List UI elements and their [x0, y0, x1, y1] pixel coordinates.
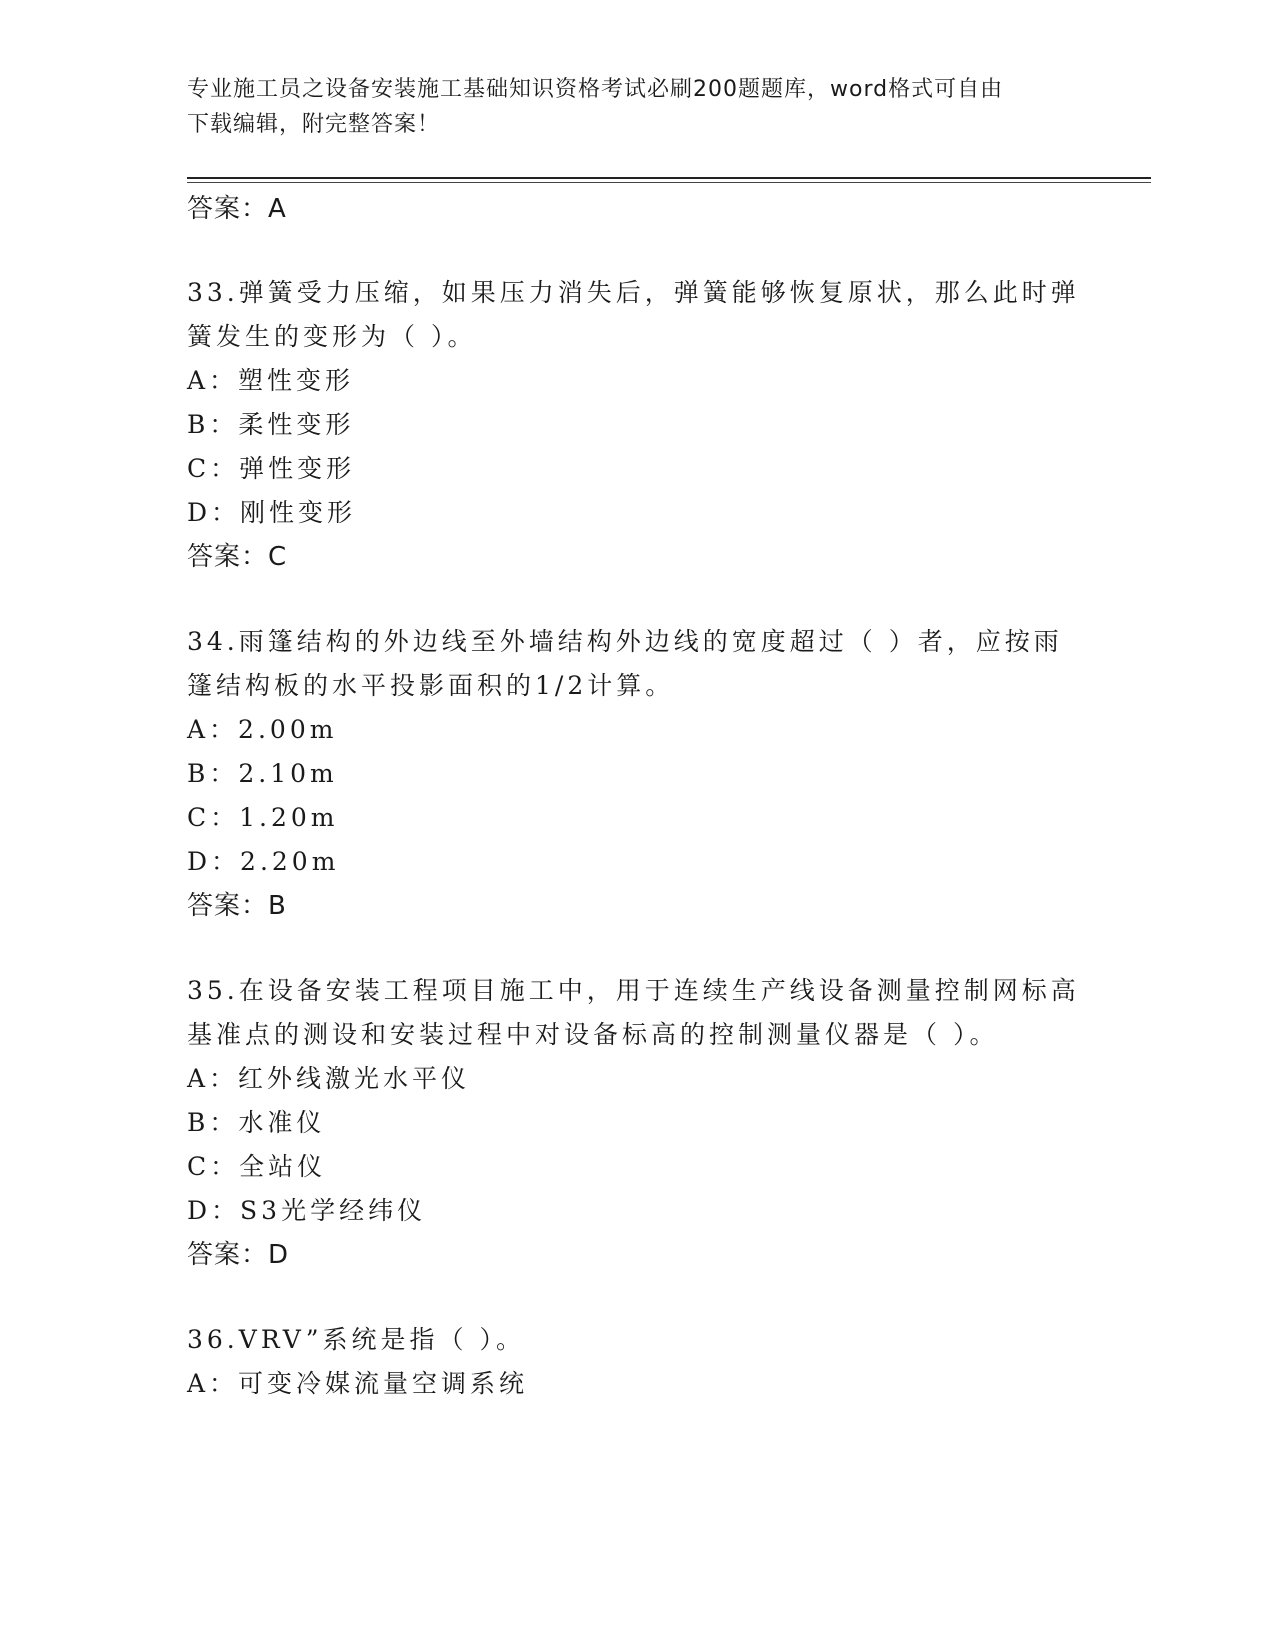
question-33-line-2: 簧发生的变形为（ ）。 — [187, 322, 477, 351]
question-33-option-a: A：塑性变形 — [187, 366, 355, 395]
header-line-1: 专业施工员之设备安装施工基础知识资格考试必刷200题题库，word格式可自由 — [187, 77, 1004, 102]
question-34-line-2: 篷结构板的水平投影面积的1/2计算。 — [187, 671, 675, 700]
question-33-answer: 答案：C — [187, 542, 288, 572]
header-divider-thick — [187, 177, 1151, 179]
question-36-line-1: 36.VRV”系统是指（ ）。 — [187, 1325, 525, 1354]
answer-previous: 答案：A — [187, 194, 287, 224]
question-35-line-1: 35.在设备安装工程项目施工中，用于连续生产线设备测量控制网标高 — [187, 976, 1080, 1005]
header-line-2: 下载编辑，附完整答案！ — [187, 112, 441, 137]
question-33-line-1: 33.弹簧受力压缩，如果压力消失后，弹簧能够恢复原状，那么此时弹 — [187, 278, 1080, 307]
question-34-option-c: C：1.20m — [187, 803, 339, 832]
question-35-option-c: C：全站仪 — [187, 1152, 327, 1181]
question-35-answer: 答案：D — [187, 1240, 290, 1270]
question-35-option-d: D：S3光学经纬仪 — [187, 1196, 427, 1225]
question-35-option-a: A：红外线激光水平仪 — [187, 1064, 471, 1093]
question-35-option-b: B：水准仪 — [187, 1108, 326, 1137]
question-34-answer: 答案：B — [187, 891, 287, 921]
question-35-line-2: 基准点的测设和安装过程中对设备标高的控制测量仪器是（ ）。 — [187, 1020, 999, 1049]
header-divider-thin — [187, 182, 1151, 183]
question-34-line-1: 34.雨篷结构的外边线至外墙结构外边线的宽度超过（ ）者，应按雨 — [187, 627, 1063, 656]
document-header — [187, 72, 1087, 142]
question-36-option-a: A：可变冷媒流量空调系统 — [187, 1369, 529, 1398]
question-34-option-b: B：2.10m — [187, 759, 338, 788]
question-33-option-b: B：柔性变形 — [187, 410, 355, 439]
question-34-option-a: A：2.00m — [187, 715, 338, 744]
question-34-option-d: D：2.20m — [187, 847, 340, 876]
question-33-option-d: D：刚性变形 — [187, 498, 357, 527]
question-33-option-c: C：弹性变形 — [187, 454, 356, 483]
